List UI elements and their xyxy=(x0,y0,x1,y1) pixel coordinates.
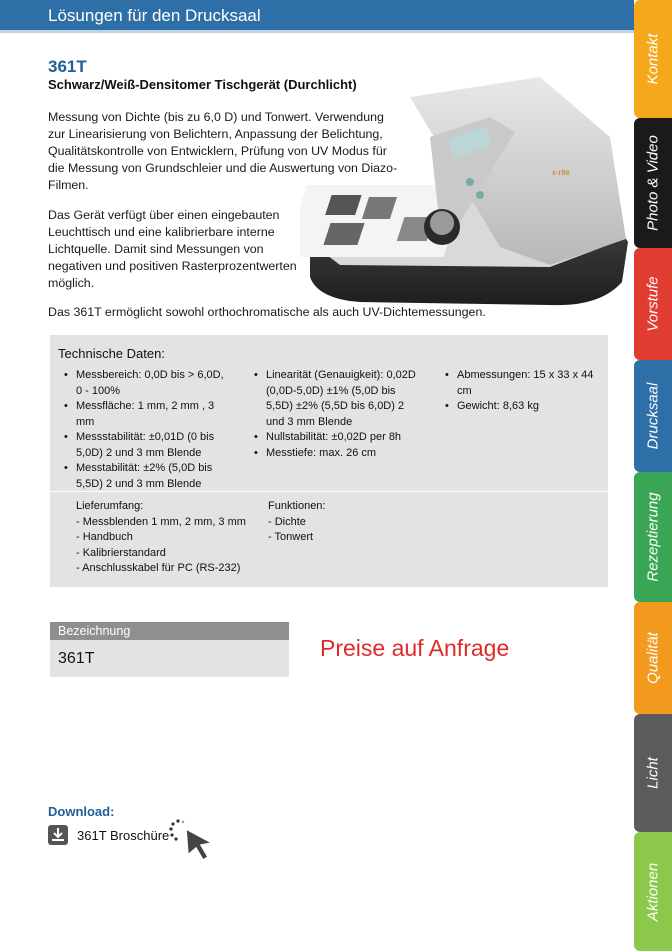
bezeichnung-label: Bezeichnung xyxy=(50,622,289,640)
list-item: - Tonwert xyxy=(268,531,314,543)
tab-label: Photo & Video xyxy=(644,135,662,231)
tech-column-3 xyxy=(443,368,603,415)
tab-rezeptierung[interactable] xyxy=(634,472,672,602)
tab-drucksaal[interactable] xyxy=(634,360,672,472)
tech-column-2 xyxy=(252,368,422,461)
section-tabs xyxy=(634,0,672,951)
list-item: • Messbereich: 0,0D bis > 6,0D, 0 - 100% xyxy=(62,368,232,399)
tab-label: Aktionen xyxy=(644,862,662,921)
tab-licht[interactable] xyxy=(634,714,672,832)
device-brand-label: x-rite xyxy=(552,168,570,177)
main-content xyxy=(0,33,634,951)
list-item: • Gewicht: 8,63 kg xyxy=(443,399,603,415)
tab-kontakt[interactable] xyxy=(634,0,672,118)
download-icon xyxy=(48,825,68,845)
funktionen-block xyxy=(268,499,325,546)
list-item: • Messtiefe: max. 26 cm xyxy=(252,446,422,462)
list-item: - Messblenden 1 mm, 2 mm, 3 mm xyxy=(76,515,246,528)
description-paragraph-3: Das 361T ermöglicht sowohl orthochromatische als auch UV-Dichtemessungen. xyxy=(48,305,486,319)
list-item: - Kalibrierstandard xyxy=(76,546,166,559)
tab-label: Drucksaal xyxy=(644,382,662,450)
list-item: - Dichte xyxy=(268,515,306,528)
densitometer-product-image xyxy=(300,77,632,307)
tab-label: Qualität xyxy=(644,632,662,684)
tab-vorstufe[interactable] xyxy=(634,248,672,360)
tab-label: Rezeptierung xyxy=(644,492,662,582)
download-link-label[interactable]: 361T Broschüre xyxy=(77,828,170,843)
list-item: • Nullstabilität: ±0,02D per 8h xyxy=(252,430,422,446)
description-paragraph-1: Messung von Dichte (bis zu 6,0 D) und Tonwert. Verwendung zur Linearisierung von Belichtern, Anpassung der Belichtung, Qualitätskontrolle von Entwicklern, Prüfung von UV Modus für die Messung von Grundschleier und die Auswertung von Diazo-Filmen. xyxy=(48,110,398,192)
description-paragraph-2: Das Gerät verfügt über einen eingebauten Leuchttisch und eine kalibrierbare interne Lichtquelle. Damit sind Messungen von negativen und positiven Rasterprozentwerten möglich. xyxy=(48,208,297,290)
tab-label: Kontakt xyxy=(644,33,662,85)
list-item: • Messfläche: 1 mm, 2 mm , 3 mm xyxy=(62,399,232,430)
product-subtitle: Schwarz/Weiß-Densitomer Tischgerät (Durchlicht) xyxy=(48,77,357,92)
tab-aktionen[interactable] xyxy=(634,832,672,951)
lieferumfang-title: Lieferumfang: xyxy=(76,500,144,512)
list-item: • Messstabilität: ±0,01D (0 bis 5,0D) 2 und 3 mm Blende xyxy=(62,430,232,461)
technical-data-heading: Technische Daten: xyxy=(58,346,165,361)
tab-label: Licht xyxy=(644,757,662,789)
list-item: • Linearität (Genauigkeit): 0,02D (0,0D-5,0D) ±1% (5,0D bis 5,5D) ±2% (5,5D bis 6,0D) 2 und 3 mm Blende xyxy=(252,368,422,430)
tech-column-1 xyxy=(62,368,232,492)
tab-label: Vorstufe xyxy=(644,276,662,332)
bezeichnung-value: 361T xyxy=(50,640,289,677)
tab-qualitaet[interactable] xyxy=(634,602,672,714)
section-title: Lösungen für den Drucksaal xyxy=(48,6,261,25)
list-item: • Messtabilität: ±2% (5,0D bis 5,5D) 2 und 3 mm Blende xyxy=(62,461,232,492)
product-title: 361T xyxy=(48,57,87,76)
download-heading: Download: xyxy=(48,804,115,819)
price-note: Preise auf Anfrage xyxy=(320,635,510,661)
list-item: • Abmessungen: 15 x 33 x 44 cm xyxy=(443,368,603,399)
tab-photo-video[interactable] xyxy=(634,118,672,248)
section-header xyxy=(0,0,634,33)
lieferumfang-block xyxy=(76,499,246,577)
pointer-cursor-icon xyxy=(168,817,218,863)
list-item: - Handbuch xyxy=(76,531,133,543)
list-item: - Anschlusskabel für PC (RS-232) xyxy=(76,562,241,574)
funktionen-title: Funktionen: xyxy=(268,500,326,512)
